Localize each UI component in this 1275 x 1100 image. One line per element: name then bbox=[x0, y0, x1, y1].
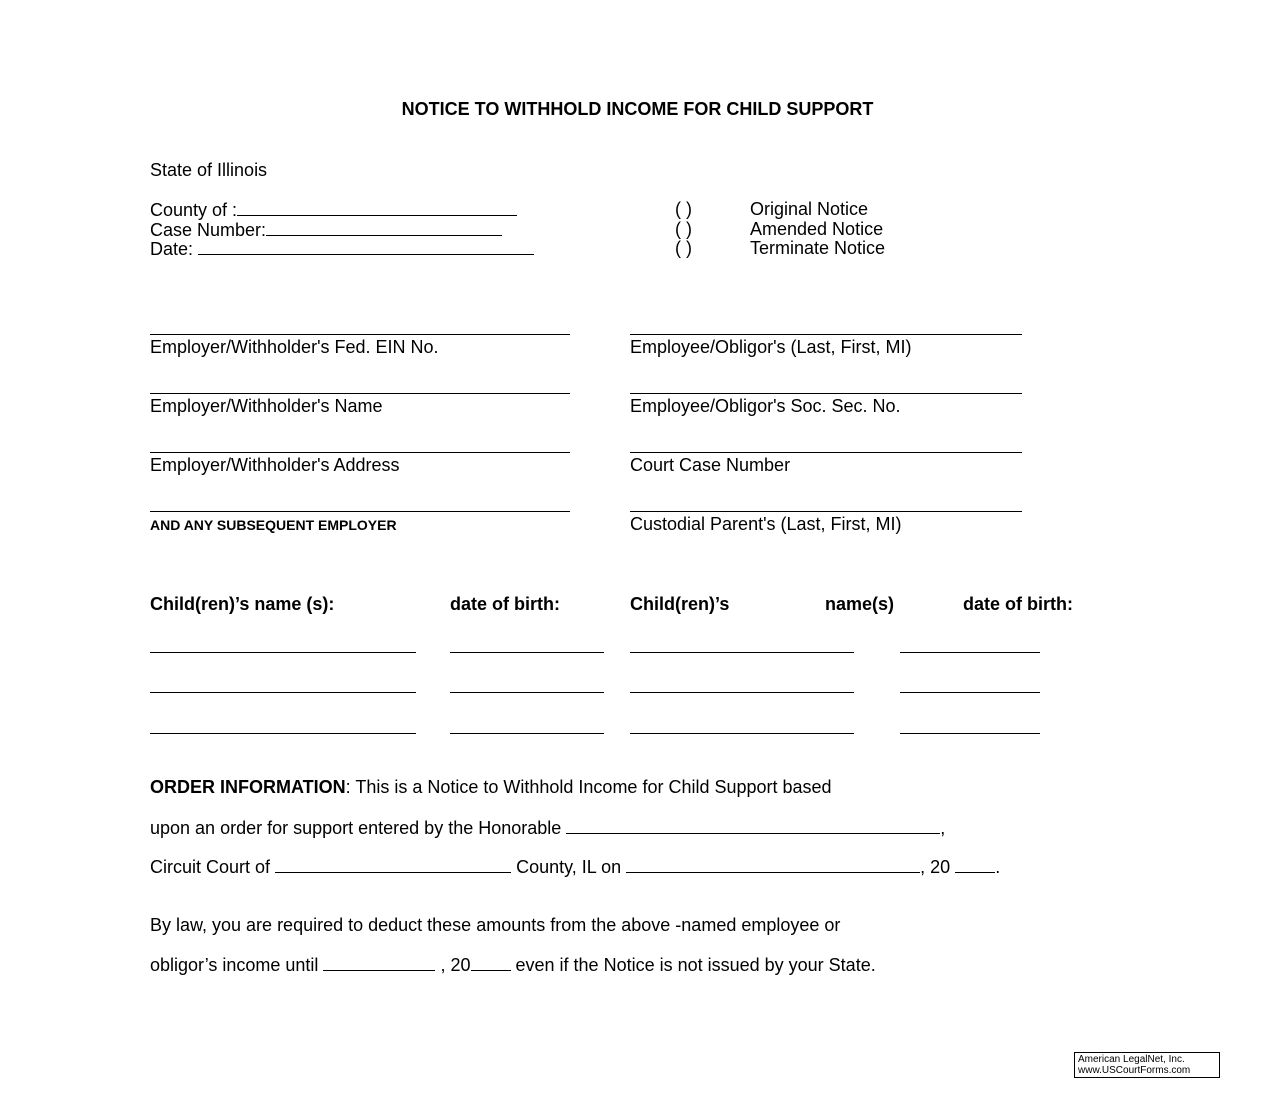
child-dob-line[interactable] bbox=[450, 692, 604, 693]
law-text-2a: obligor’s income until bbox=[150, 955, 319, 975]
terminate-notice-label: Terminate Notice bbox=[750, 238, 886, 258]
county-field[interactable] bbox=[150, 199, 517, 220]
year-prefix: , 20 bbox=[920, 857, 951, 877]
order-line-3 bbox=[150, 856, 1000, 877]
order-date-blank[interactable] bbox=[626, 856, 920, 873]
year-blank[interactable] bbox=[955, 856, 995, 873]
child-name-line[interactable] bbox=[630, 733, 854, 734]
until-date-blank[interactable] bbox=[323, 954, 435, 971]
county-il-label: County, IL on bbox=[516, 857, 622, 877]
child-dob-line[interactable] bbox=[900, 692, 1040, 693]
law-line-1: By law, you are required to deduct these amounts from the above -named employee or bbox=[150, 915, 841, 935]
employer-address-label: Employer/Withholder's Address bbox=[150, 455, 400, 475]
county-label: County of : bbox=[150, 200, 238, 220]
employer-name-input-line[interactable] bbox=[150, 393, 570, 394]
ein-label: Employer/Withholder's Fed. EIN No. bbox=[150, 337, 439, 357]
case-number-label: Case Number: bbox=[150, 220, 267, 240]
law-line-2 bbox=[150, 954, 876, 975]
order-text-1: : This is a Notice to Withhold Income for Child Support based bbox=[345, 777, 832, 797]
law-year-prefix: , 20 bbox=[440, 955, 471, 975]
child-name-line[interactable] bbox=[150, 652, 416, 653]
terminate-notice-checkbox[interactable]: ( ) bbox=[675, 238, 692, 258]
child-name-line[interactable] bbox=[150, 692, 416, 693]
children-name-header-2b: name(s) bbox=[825, 594, 895, 614]
custodial-parent-input-line[interactable] bbox=[630, 511, 1022, 512]
date-label: Date: bbox=[150, 239, 194, 259]
obligor-name-input-line[interactable] bbox=[630, 334, 1022, 335]
custodial-parent-label: Custodial Parent's (Last, First, MI) bbox=[630, 514, 902, 534]
judge-name-blank[interactable] bbox=[566, 817, 940, 834]
child-dob-line[interactable] bbox=[900, 733, 1040, 734]
amended-notice-checkbox[interactable]: ( ) bbox=[675, 219, 692, 239]
child-name-line[interactable] bbox=[150, 733, 416, 734]
subsequent-employer-input-line[interactable] bbox=[150, 511, 570, 512]
original-notice-label: Original Notice bbox=[750, 199, 869, 219]
until-year-blank[interactable] bbox=[471, 954, 511, 971]
children-name-header-2a: Child(ren)’s bbox=[630, 594, 730, 614]
page-title: NOTICE TO WITHHOLD INCOME FOR CHILD SUPPORT bbox=[401, 99, 874, 119]
date-field[interactable] bbox=[150, 238, 534, 259]
order-heading: ORDER INFORMATION bbox=[150, 777, 346, 797]
publisher-name: American LegalNet, Inc. bbox=[1078, 1054, 1185, 1065]
order-line-2 bbox=[150, 817, 945, 838]
child-name-line[interactable] bbox=[630, 692, 854, 693]
order-line-1 bbox=[150, 777, 1118, 797]
child-dob-line[interactable] bbox=[450, 652, 604, 653]
county-blank[interactable] bbox=[275, 856, 511, 873]
court-case-input-line[interactable] bbox=[630, 452, 1022, 453]
period: . bbox=[995, 857, 1001, 877]
ein-input-line[interactable] bbox=[150, 334, 570, 335]
dob-header-1: date of birth: bbox=[450, 594, 560, 614]
ssn-label: Employee/Obligor's Soc. Sec. No. bbox=[630, 396, 901, 416]
employer-address-input-line[interactable] bbox=[150, 452, 570, 453]
publisher-badge bbox=[1074, 1052, 1220, 1078]
comma: , bbox=[940, 818, 946, 838]
circuit-court-label: Circuit Court of bbox=[150, 857, 271, 877]
dob-header-2: date of birth: bbox=[963, 594, 1073, 614]
child-dob-line[interactable] bbox=[900, 652, 1040, 653]
state-label: State of Illinois bbox=[150, 160, 268, 180]
children-name-header: Child(ren)’s name (s): bbox=[150, 594, 335, 614]
amended-notice-label: Amended Notice bbox=[750, 219, 884, 239]
original-notice-checkbox[interactable]: ( ) bbox=[675, 199, 692, 219]
employer-name-label: Employer/Withholder's Name bbox=[150, 396, 383, 416]
court-case-label: Court Case Number bbox=[630, 455, 791, 475]
child-name-line[interactable] bbox=[630, 652, 854, 653]
subsequent-employer-label: AND ANY SUBSEQUENT EMPLOYER bbox=[150, 517, 397, 533]
order-text-2: upon an order for support entered by the Honorable bbox=[150, 818, 562, 838]
ssn-input-line[interactable] bbox=[630, 393, 1022, 394]
publisher-website: www.USCourtForms.com bbox=[1078, 1065, 1191, 1076]
case-number-field[interactable] bbox=[150, 219, 502, 240]
obligor-name-label: Employee/Obligor's (Last, First, MI) bbox=[630, 337, 912, 357]
child-dob-line[interactable] bbox=[450, 733, 604, 734]
law-text-2c: even if the Notice is not issued by your State. bbox=[515, 955, 876, 975]
